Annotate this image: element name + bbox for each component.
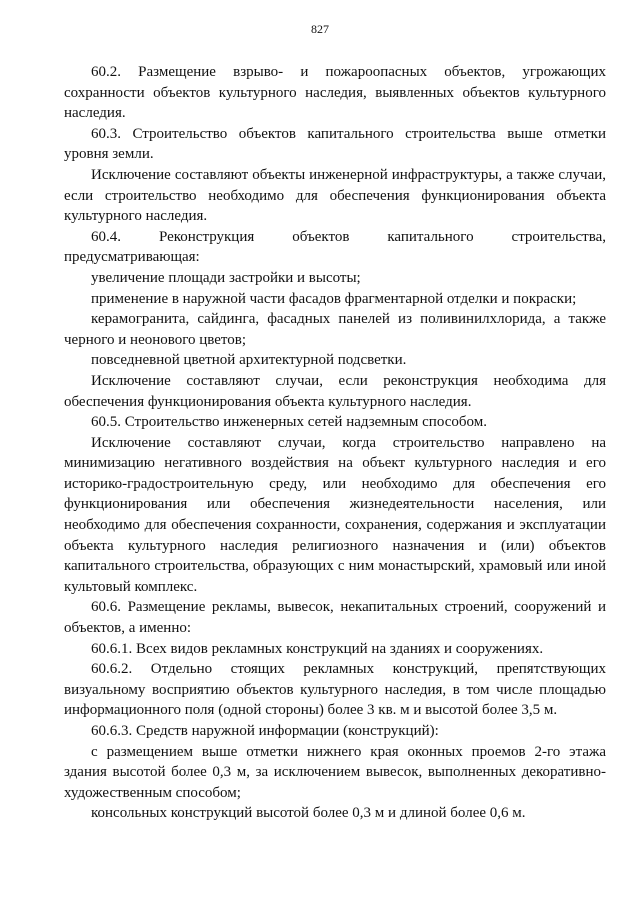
list-item: консольных конструкций высотой более 0,3 м и длиной более 0,6 м. (91, 805, 526, 822)
document-body (64, 62, 606, 824)
paragraph-60-4-exception: Исключение составляют случаи, если реконструкция необходима для обеспечения функционирования объекта культурного наследия. (64, 372, 606, 410)
list-item: применение в наружной части фасадов фрагментарной отделки и покраски; (91, 290, 577, 307)
paragraph-60-3: 60.3. Строительство объектов капитального строительства выше отметки уровня земли. (64, 125, 606, 163)
paragraph-60-5-exception: Исключение составляют случаи, когда строительство направлено на минимизацию негативного воздействия на объект культурного наследия и его историко-градостроительную среду, или необходимо для обеспечения его функционирования или обеспечения жизнедеятельности населения, или необходимо для обеспечения сохранности, сохранения, содержания и эксплуатации объекта культурного наследия религиозного назначения и (или) объектов капитального строительства, образующих с ним монастырский, храмовый или иной культовый комплекс. (64, 434, 606, 595)
paragraph-60-6-2: 60.6.2. Отдельно стоящих рекламных конструкций, препятствующих визуальному восприятию объектов культурного наследия, в том числе площадью информационного поля (одной стороны) более 3 кв. м и высотой более 3,5 м. (64, 661, 606, 719)
page-number: 827 (311, 22, 329, 36)
list-item: с размещением выше отметки нижнего края оконных проемов 2-го этажа здания высотой более 0,3 м, за исключением вывесок, выполненных декоративно-художественным способом; (64, 743, 606, 801)
paragraph-60-6-3: 60.6.3. Средств наружной информации (конструкций): (91, 723, 439, 739)
paragraph-60-5: 60.5. Строительство инженерных сетей надземным способом. (91, 414, 487, 431)
list-item: увеличение площади застройки и высоты; (91, 269, 361, 286)
paragraph-60-2: 60.2. Размещение взрыво- и пожароопасных объектов, угрожающих сохранности объектов культурного наследия, выявленных объектов культурного наследия. (64, 64, 606, 122)
list-item: керамогранита, сайдинга, фасадных панелей из поливинилхлорида, а также черного и неонового цветов; (64, 311, 606, 348)
list-item: повседневной цветной архитектурной подсветки. (91, 352, 407, 369)
paragraph-60-6: 60.6. Размещение рекламы, вывесок, некапитальных строений, сооружений и объектов, а именно: (64, 599, 606, 637)
paragraph-60-6-1: 60.6.1. Всех видов рекламных конструкций на зданиях и сооружениях. (91, 640, 544, 657)
paragraph-60-3-exception: Исключение составляют объекты инженерной инфраструктуры, а также случаи, если строительство необходимо для обеспечения функционирования объекта культурного наследия. (64, 166, 606, 225)
paragraph-60-4: 60.4. Реконструкция объектов капитального строительства, предусматривающая: (64, 228, 606, 266)
